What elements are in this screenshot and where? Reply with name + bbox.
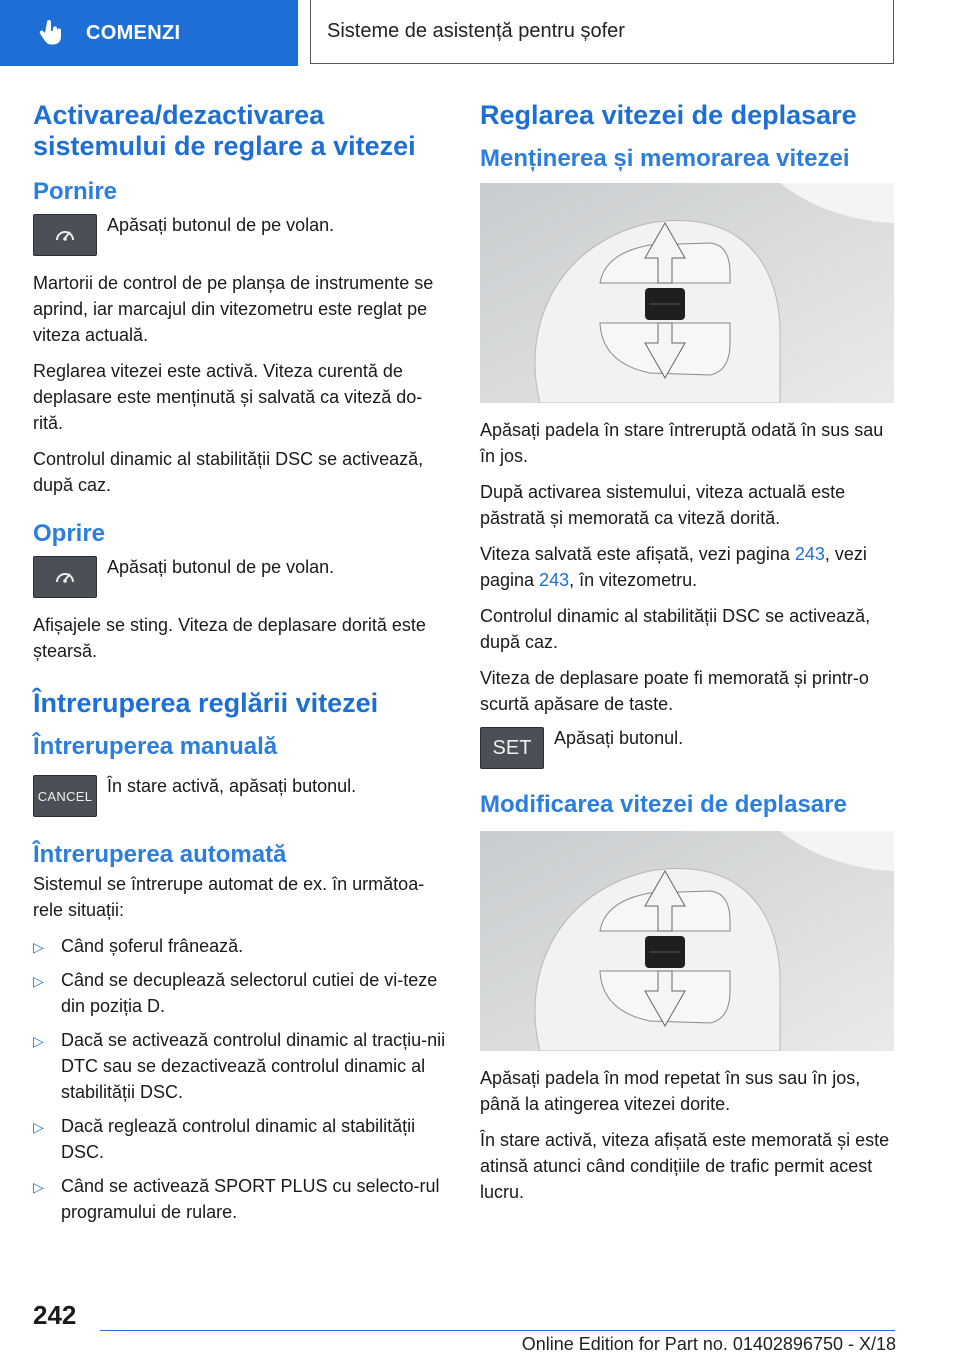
set-label: SET xyxy=(492,736,532,759)
auto-heading: Întreruperea automată xyxy=(33,841,287,868)
modificare-p1: Apăsați padela în mod repetat în sus sau în jos, până la atingerea vitezei dorite. xyxy=(480,1068,861,1114)
page-link-243[interactable]: 243 xyxy=(539,570,570,590)
list-item: ▷ Când se activează SPORT PLUS cu selecto-rul programului de rulare. xyxy=(33,1176,440,1222)
footer-edition: Online Edition for Part no. 01402896750 - X/18 xyxy=(521,1334,896,1354)
mentinere-p1: Apăsați padela în stare întreruptă odată în sus sau în jos. xyxy=(480,420,884,466)
mentinere-p3: Viteza salvată este afișată, vezi pagina 243, vezi pagina 243, în vitezometru. xyxy=(480,544,867,590)
triangle-bullet-icon: ▷ xyxy=(33,973,44,989)
cancel-button-image xyxy=(33,775,97,817)
set-button-image xyxy=(480,727,544,769)
pornire-heading: Pornire xyxy=(33,178,118,205)
hand-pointer-icon xyxy=(38,19,66,47)
page-link-243[interactable]: 243 xyxy=(794,544,825,564)
cancel-label: CANCEL xyxy=(37,788,93,804)
list-item: ▷ Dacă se activează controlul dinamic al tracțiu-nii DTC sau se dezactivează controlul dinamic al stabilității DSC. xyxy=(33,1030,446,1102)
intrerupere-title: Întreruperea reglării vitezei xyxy=(33,688,379,718)
mentinere-heading: Menținerea și memorarea vitezei xyxy=(480,145,850,172)
footer-divider xyxy=(100,1330,895,1331)
oprire-p1: Afișajele se sting. Viteza de deplasare dorită este ștearsă. xyxy=(33,615,426,661)
cruise-control-icon xyxy=(52,566,78,588)
pornire-button-row xyxy=(33,214,451,256)
pornire-button-text: Apăsați butonul de pe volan. xyxy=(107,215,335,235)
steering-wheel-paddle-photo xyxy=(480,831,894,1051)
page-number: 242 xyxy=(33,1300,77,1330)
list-item: ▷ Când se decuplează selectorul cutiei de vi-teze din poziția D. xyxy=(33,970,438,1016)
triangle-bullet-icon: ▷ xyxy=(33,1119,44,1135)
triangle-bullet-icon: ▷ xyxy=(33,1179,44,1195)
manual-heading: Întreruperea manuală xyxy=(33,733,278,760)
pornire-p1: Martorii de control de pe planșa de instrumente se aprind, iar marcajul din vitezometru este reglat pe viteza actuală. xyxy=(33,273,434,345)
mentinere-p5: Viteza de deplasare poate fi memorată și printr-o scurtă apăsare de taste. xyxy=(480,668,869,714)
chapter-tab[interactable] xyxy=(0,0,298,66)
pornire-p3: Controlul dinamic al stabilității DSC se activează, după caz. xyxy=(33,449,424,495)
list-item: ▷ Dacă reglează controlul dinamic al stabilității DSC. xyxy=(33,1116,416,1162)
triangle-bullet-icon: ▷ xyxy=(33,939,44,955)
auto-intro: Sistemul se întrerupe automat de ex. în următoa-rele situații: xyxy=(33,874,425,920)
pornire-p2: Reglarea vitezei este activă. Viteza curentă de deplasare este menținută și salvată ca viteză do-rită. xyxy=(33,361,423,433)
modificare-p2: În stare activă, viteza afișată este memorată și este atinsă atunci când condițiile de trafic permit acest lucru. xyxy=(480,1130,890,1202)
oprire-button-text: Apăsați butonul de pe volan. xyxy=(107,557,335,577)
cruise-control-button-image xyxy=(33,556,97,598)
auto-bullet-list xyxy=(33,933,451,1225)
steering-wheel-paddle-photo xyxy=(480,183,894,403)
left-column xyxy=(33,100,451,1233)
activation-title: Activarea/dezactivarea sistemului de reglare a vitezei xyxy=(33,100,416,161)
oprire-heading: Oprire xyxy=(33,520,106,547)
right-column xyxy=(480,100,898,1215)
section-title: Sisteme de asistență pentru șofer xyxy=(327,20,625,42)
cruise-control-icon xyxy=(52,224,78,246)
manual-button-row xyxy=(33,775,451,817)
set-button-row xyxy=(480,727,898,769)
triangle-bullet-icon: ▷ xyxy=(33,1033,44,1049)
modificare-heading: Modificarea vitezei de deplasare xyxy=(480,791,847,818)
oprire-button-row xyxy=(33,556,451,598)
mentinere-p4: Controlul dinamic al stabilității DSC se activează, după caz. xyxy=(480,606,871,652)
section-header xyxy=(310,0,894,64)
manual-text: În stare activă, apăsați butonul. xyxy=(107,776,357,796)
set-text: Apăsați butonul. xyxy=(554,728,684,748)
list-item: ▷ Când șoferul frânează. xyxy=(33,933,451,959)
reglare-title: Reglarea vitezei de deplasare xyxy=(480,100,857,130)
chapter-tab-label: COMENZI xyxy=(86,21,181,44)
mentinere-p2: După activarea sistemului, viteza actuală este păstrată și memorată ca viteză dorită. xyxy=(480,482,846,528)
cruise-control-button-image xyxy=(33,214,97,256)
